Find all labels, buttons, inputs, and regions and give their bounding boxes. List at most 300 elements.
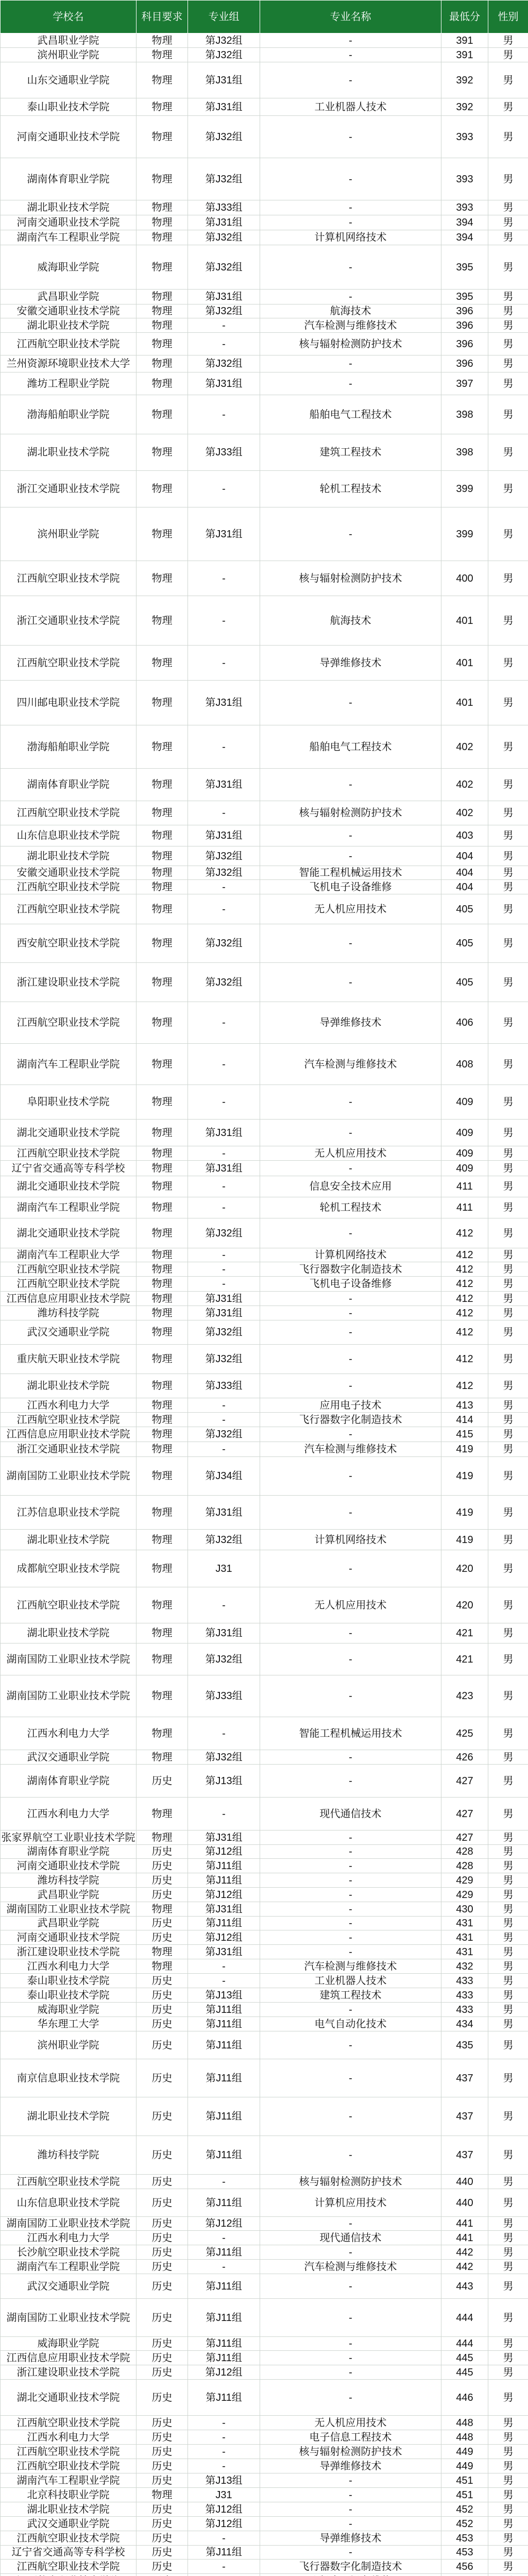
- cell-gender: 男: [488, 2017, 528, 2031]
- cell-school: 江西水利电力大学: [1, 2231, 137, 2245]
- cell-major: -: [260, 1888, 441, 1902]
- cell-group: 第J11组: [188, 2274, 260, 2299]
- cell-major: -: [260, 355, 441, 372]
- cell-subject: 物理: [137, 1176, 188, 1197]
- cell-score: 442: [441, 2260, 488, 2274]
- cell-major: -: [260, 290, 441, 304]
- cell-school: 泰山职业技术学院: [1, 1988, 137, 2003]
- cell-major: 计算机网络技术: [260, 1248, 441, 1262]
- cell-school: 江西水利电力大学: [1, 1959, 137, 1974]
- table-row: [1, 1120, 528, 1146]
- cell-score: 399: [441, 507, 488, 561]
- cell-group: -: [188, 1176, 260, 1197]
- cell-major: -: [260, 158, 441, 200]
- cell-gender: 男: [488, 158, 528, 200]
- cell-gender: 男: [488, 1623, 528, 1643]
- table-row: [1, 1675, 528, 1717]
- table-row: [1, 1765, 528, 1798]
- cell-school: 安徽交通职业技术学院: [1, 866, 137, 880]
- cell-major: 航海技术: [260, 304, 441, 318]
- cell-score: 412: [441, 1292, 488, 1306]
- cell-subject: 物理: [137, 1530, 188, 1550]
- cell-subject: 物理: [137, 1262, 188, 1277]
- cell-school: 江西航空职业技术学院: [1, 2459, 137, 2473]
- cell-group: 第J11组: [188, 2003, 260, 2017]
- cell-gender: 男: [488, 230, 528, 245]
- table-row: [1, 1959, 528, 1974]
- cell-gender: 男: [488, 1320, 528, 1345]
- table-row: [1, 681, 528, 725]
- cell-score: 399: [441, 471, 488, 507]
- cell-major: -: [260, 2097, 441, 2136]
- cell-score: 428: [441, 1859, 488, 1873]
- cell-gender: 男: [488, 2299, 528, 2337]
- cell-subject: 历史: [137, 2274, 188, 2299]
- cell-gender: 男: [488, 1345, 528, 1374]
- table-row: [1, 2097, 528, 2136]
- cell-school: 威海职业学院: [1, 245, 137, 290]
- cell-gender: 男: [488, 1845, 528, 1859]
- cell-subject: 物理: [137, 1902, 188, 1917]
- table-row: [1, 1859, 528, 1873]
- cell-school: 浙江建设职业技术学院: [1, 1945, 137, 1959]
- table-row: [1, 924, 528, 963]
- cell-subject: 物理: [137, 1277, 188, 1292]
- cell-subject: 物理: [137, 1398, 188, 1413]
- cell-group: [188, 2574, 260, 2576]
- cell-group: 第J11组: [188, 2245, 260, 2260]
- cell-score: 445: [441, 2351, 488, 2365]
- cell-subject: 物理: [137, 1457, 188, 1496]
- cell-score: 398: [441, 434, 488, 471]
- cell-school: 河南交通职业技术学院: [1, 215, 137, 230]
- cell-score: 391: [441, 33, 488, 48]
- cell-major: -: [260, 1930, 441, 1945]
- cell-gender: 男: [488, 866, 528, 880]
- cell-subject: 物理: [137, 1623, 188, 1643]
- cell-school: 江西航空职业技术学院: [1, 2416, 137, 2430]
- table-row: [1, 825, 528, 846]
- cell-subject: 物理: [137, 1120, 188, 1146]
- cell-major: 智能工程机械运用技术: [260, 1717, 441, 1750]
- cell-gender: 男: [488, 1248, 528, 1262]
- cell-score: 437: [441, 2097, 488, 2136]
- cell-gender: 男: [488, 2488, 528, 2502]
- cell-subject: 物理: [137, 471, 188, 507]
- cell-major: -: [260, 681, 441, 725]
- cell-gender: 男: [488, 2380, 528, 2416]
- cell-score: 393: [441, 200, 488, 215]
- cell-group: -: [188, 2260, 260, 2274]
- cell-gender: 男: [488, 1120, 528, 1146]
- cell-score: 425: [441, 1717, 488, 1750]
- table-row: [1, 1248, 528, 1262]
- cell-subject: 物理: [137, 318, 188, 333]
- cell-score: 409: [441, 1146, 488, 1161]
- cell-subject: 历史: [137, 2003, 188, 2017]
- cell-score: 412: [441, 1345, 488, 1374]
- cell-score: 423: [441, 1675, 488, 1717]
- table-row: [1, 1413, 528, 1427]
- cell-subject: 物理: [137, 1306, 188, 1320]
- header-major: 专业名称: [260, 1, 441, 33]
- cell-major: -: [260, 372, 441, 395]
- cell-school: 江苏信息职业技术学院: [1, 1496, 137, 1530]
- cell-score: 453: [441, 2546, 488, 2560]
- cell-major: -: [260, 245, 441, 290]
- cell-school: 潍坊科技学院: [1, 1873, 137, 1888]
- cell-score: 448: [441, 2416, 488, 2430]
- cell-school: 湖北交通职业技术学院: [1, 1176, 137, 1197]
- cell-group: -: [188, 1959, 260, 1974]
- cell-school: 湖南汽车工程职业学院: [1, 1044, 137, 1085]
- cell-group: 第J32组: [188, 1530, 260, 1550]
- table-row: [1, 2560, 528, 2574]
- cell-score: 427: [441, 1798, 488, 1831]
- cell-score: 402: [441, 725, 488, 769]
- cell-score: 421: [441, 1623, 488, 1643]
- table-row: [1, 2459, 528, 2473]
- table-row: [1, 963, 528, 1002]
- cell-group: -: [188, 880, 260, 894]
- cell-major: 无人机应用技术: [260, 894, 441, 924]
- cell-gender: 男: [488, 1550, 528, 1587]
- cell-gender: 男: [488, 1427, 528, 1442]
- cell-school: 河南交通职业技术学院: [1, 1859, 137, 1873]
- cell-school: 四川邮电职业技术学院: [1, 681, 137, 725]
- table-row: [1, 2059, 528, 2097]
- cell-group: -: [188, 318, 260, 333]
- cell-gender: 男: [488, 880, 528, 894]
- cell-subject: 物理: [137, 1374, 188, 1398]
- cell-score: 413: [441, 1398, 488, 1413]
- cell-school: 长沙航空职业技术学院: [1, 2245, 137, 2260]
- cell-gender: 男: [488, 2502, 528, 2517]
- cell-gender: 男: [488, 846, 528, 866]
- cell-gender: 男: [488, 1831, 528, 1845]
- table-row: [1, 245, 528, 290]
- cell-subject: 历史: [137, 2351, 188, 2365]
- cell-major: 导弹维修技术: [260, 2531, 441, 2546]
- table-row: [1, 1427, 528, 1442]
- cell-school: 湖北职业技术学院: [1, 846, 137, 866]
- cell-subject: 物理: [137, 434, 188, 471]
- cell-score: 414: [441, 1413, 488, 1427]
- cell-score: 396: [441, 333, 488, 355]
- cell-school: 湖北职业技术学院: [1, 2502, 137, 2517]
- cell-gender: 男: [488, 507, 528, 561]
- cell-school: 浙江交通职业技术学院: [1, 471, 137, 507]
- cell-group: 第J11组: [188, 1917, 260, 1930]
- cell-group: -: [188, 2430, 260, 2445]
- cell-group: 第J11组: [188, 2097, 260, 2136]
- cell-group: 第J31组: [188, 1945, 260, 1959]
- cell-subject: 物理: [137, 1218, 188, 1248]
- cell-major: -: [260, 1496, 441, 1530]
- table-row: [1, 1930, 528, 1945]
- cell-major: 电子信息工程技术: [260, 2430, 441, 2445]
- cell-score: 419: [441, 1457, 488, 1496]
- cell-school: 武汉交通职业学院: [1, 1320, 137, 1345]
- cell-subject: 物理: [137, 33, 188, 48]
- cell-group: 第J11组: [188, 1859, 260, 1873]
- cell-score: 419: [441, 1442, 488, 1457]
- cell-score: 412: [441, 1374, 488, 1398]
- cell-subject: 物理: [137, 1675, 188, 1717]
- cell-subject: 物理: [137, 801, 188, 825]
- cell-gender: 男: [488, 1765, 528, 1798]
- cell-score: 420: [441, 1550, 488, 1587]
- table-row: [1, 894, 528, 924]
- cell-score: 391: [441, 48, 488, 62]
- cell-score: 449: [441, 2445, 488, 2459]
- cell-score: 428: [441, 1845, 488, 1859]
- cell-school: 潍坊科技学院: [1, 1306, 137, 1320]
- cell-gender: 男: [488, 1750, 528, 1765]
- table-row: [1, 1085, 528, 1120]
- cell-score: 442: [441, 2245, 488, 2260]
- cell-gender: 男: [488, 2459, 528, 2473]
- cell-gender: 男: [488, 1218, 528, 1248]
- cell-major: -: [260, 1374, 441, 1398]
- cell-subject: 物理: [137, 681, 188, 725]
- table-row: [1, 2031, 528, 2059]
- cell-gender: 男: [488, 2003, 528, 2017]
- cell-gender: 男: [488, 215, 528, 230]
- cell-subject: 历史: [137, 2560, 188, 2574]
- table-row: [1, 1988, 528, 2003]
- table-row: [1, 2175, 528, 2189]
- cell-gender: 男: [488, 33, 528, 48]
- table-row: [1, 1161, 528, 1176]
- cell-major: 计算机网络技术: [260, 230, 441, 245]
- cell-group: -: [188, 1248, 260, 1262]
- table-row: [1, 1292, 528, 1306]
- cell-school: 威海职业学院: [1, 2337, 137, 2351]
- cell-subject: 历史: [137, 2502, 188, 2517]
- cell-group: 第J32组: [188, 846, 260, 866]
- cell-group: 第J31组: [188, 98, 260, 116]
- table-row: [1, 507, 528, 561]
- cell-group: -: [188, 1044, 260, 1085]
- cell-major: 汽车检测与维修技术: [260, 1442, 441, 1457]
- cell-group: 第J32组: [188, 33, 260, 48]
- cell-group: 第J31组: [188, 681, 260, 725]
- table-row: [1, 1398, 528, 1413]
- table-body: [1, 33, 528, 2576]
- cell-gender: 男: [488, 2217, 528, 2231]
- cell-gender: 男: [488, 1988, 528, 2003]
- table-row: [1, 1873, 528, 1888]
- cell-major: 建筑工程技术: [260, 434, 441, 471]
- cell-group: 第J32组: [188, 963, 260, 1002]
- cell-subject: 历史: [137, 2380, 188, 2416]
- cell-subject: 物理: [137, 1161, 188, 1176]
- cell-school: [1, 2574, 137, 2576]
- table-row: [1, 2445, 528, 2459]
- cell-subject: 物理: [137, 116, 188, 158]
- cell-major: -: [260, 1320, 441, 1345]
- cell-score: 396: [441, 318, 488, 333]
- cell-school: 湖北交通职业技术学院: [1, 1218, 137, 1248]
- cell-gender: 男: [488, 801, 528, 825]
- cell-score: 448: [441, 2430, 488, 2445]
- cell-score: 394: [441, 215, 488, 230]
- cell-school: 江西航空职业技术学院: [1, 333, 137, 355]
- cell-gender: 男: [488, 1974, 528, 1988]
- cell-major: -: [260, 924, 441, 963]
- cell-school: 浙江交通职业技术学院: [1, 596, 137, 646]
- cell-group: 第J11组: [188, 1873, 260, 1888]
- cell-major: -: [260, 1750, 441, 1765]
- cell-major: -: [260, 769, 441, 801]
- table-row: [1, 2380, 528, 2416]
- table-row: [1, 1306, 528, 1320]
- cell-score: 405: [441, 963, 488, 1002]
- cell-gender: 男: [488, 1413, 528, 1427]
- table-row: [1, 2245, 528, 2260]
- cell-school: 华东理工大学: [1, 2017, 137, 2031]
- cell-subject: 物理: [137, 1587, 188, 1623]
- cell-group: 第J12组: [188, 2217, 260, 2231]
- cell-gender: [488, 2574, 528, 2576]
- cell-subject: 物理: [137, 215, 188, 230]
- cell-gender: 男: [488, 1945, 528, 1959]
- cell-school: 湖南汽车工程职业学院: [1, 230, 137, 245]
- cell-gender: 男: [488, 1002, 528, 1044]
- cell-gender: 男: [488, 1306, 528, 1320]
- cell-group: -: [188, 1002, 260, 1044]
- cell-school: 江西航空职业技术学院: [1, 1277, 137, 1292]
- cell-group: -: [188, 1146, 260, 1161]
- cell-school: 湖南汽车工程职业学院: [1, 1197, 137, 1218]
- cell-group: 第J13组: [188, 2473, 260, 2488]
- table-row: [1, 1974, 528, 1988]
- cell-school: 渤海船舶职业学院: [1, 725, 137, 769]
- cell-gender: 男: [488, 1873, 528, 1888]
- cell-subject: 物理: [137, 333, 188, 355]
- cell-group: -: [188, 1717, 260, 1750]
- cell-school: 江西水利电力大学: [1, 2430, 137, 2445]
- cell-gender: 男: [488, 963, 528, 1002]
- cell-school: 威海职业学院: [1, 2003, 137, 2017]
- cell-group: 第J31组: [188, 1902, 260, 1917]
- cell-school: 江西航空职业技术学院: [1, 646, 137, 681]
- cell-subject: 物理: [137, 1717, 188, 1750]
- cell-subject: 物理: [137, 62, 188, 98]
- cell-gender: 男: [488, 561, 528, 596]
- cell-major: 导弹维修技术: [260, 646, 441, 681]
- cell-subject: 历史: [137, 2097, 188, 2136]
- cell-subject: 物理: [137, 290, 188, 304]
- cell-major: -: [260, 2136, 441, 2175]
- cell-group: 第J32组: [188, 158, 260, 200]
- table-row: [1, 1845, 528, 1859]
- cell-subject: 历史: [137, 2260, 188, 2274]
- cell-group: -: [188, 1197, 260, 1218]
- cell-gender: 男: [488, 2337, 528, 2351]
- cell-subject: 物理: [137, 1550, 188, 1587]
- cell-major: -: [260, 1859, 441, 1873]
- cell-group: 第J12组: [188, 2365, 260, 2380]
- cell-group: -: [188, 1398, 260, 1413]
- cell-subject: 物理: [137, 866, 188, 880]
- cell-group: -: [188, 2231, 260, 2245]
- cell-subject: 历史: [137, 2416, 188, 2430]
- cell-major: 计算机网络技术: [260, 1530, 441, 1550]
- cell-score: 394: [441, 230, 488, 245]
- cell-subject: 历史: [137, 2031, 188, 2059]
- cell-score: 412: [441, 1320, 488, 1345]
- cell-school: 江西航空职业技术学院: [1, 1146, 137, 1161]
- cell-subject: 物理: [137, 372, 188, 395]
- table-row: [1, 98, 528, 116]
- cell-score: 451: [441, 2473, 488, 2488]
- cell-subject: 历史: [137, 2445, 188, 2459]
- cell-major: 汽车检测与维修技术: [260, 318, 441, 333]
- cell-gender: 男: [488, 2473, 528, 2488]
- table-row: [1, 1197, 528, 1218]
- cell-major: 工业机器人技术: [260, 98, 441, 116]
- cell-group: 第J32组: [188, 924, 260, 963]
- cell-group: -: [188, 2175, 260, 2189]
- cell-school: 浙江建设职业技术学院: [1, 963, 137, 1002]
- cell-group: -: [188, 1262, 260, 1277]
- cell-gender: 男: [488, 1161, 528, 1176]
- cell-major: 应用电子技术: [260, 1398, 441, 1413]
- cell-gender: 男: [488, 1044, 528, 1085]
- cell-subject: [137, 2574, 188, 2576]
- cell-gender: 男: [488, 894, 528, 924]
- cell-subject: 历史: [137, 1859, 188, 1873]
- cell-subject: 历史: [137, 2017, 188, 2031]
- cell-major: 建筑工程技术: [260, 1988, 441, 2003]
- cell-gender: 男: [488, 1930, 528, 1945]
- table-row: [1, 1496, 528, 1530]
- cell-school: 江西航空职业技术学院: [1, 2531, 137, 2546]
- cell-score: 396: [441, 304, 488, 318]
- table-row: [1, 158, 528, 200]
- cell-school: 重庆航天职业技术学院: [1, 1345, 137, 1374]
- cell-major: -: [260, 48, 441, 62]
- cell-subject: 历史: [137, 2459, 188, 2473]
- cell-major: -: [260, 116, 441, 158]
- cell-school: 江西航空职业技术学院: [1, 561, 137, 596]
- cell-gender: 男: [488, 116, 528, 158]
- cell-major: 核与辐射检测防护技术: [260, 2445, 441, 2459]
- cell-score: 440: [441, 2189, 488, 2217]
- cell-score: 433: [441, 1988, 488, 2003]
- cell-school: 江西航空职业技术学院: [1, 894, 137, 924]
- cell-group: 第J12组: [188, 2502, 260, 2517]
- cell-group: -: [188, 1085, 260, 1120]
- cell-subject: 物理: [137, 304, 188, 318]
- cell-subject: 物理: [137, 1413, 188, 1427]
- cell-school: 湖北职业技术学院: [1, 1530, 137, 1550]
- cell-major: -: [260, 1292, 441, 1306]
- table-row: [1, 846, 528, 866]
- cell-subject: 物理: [137, 1345, 188, 1374]
- table-row: [1, 372, 528, 395]
- cell-school: 河南交通职业技术学院: [1, 1930, 137, 1945]
- header-gender: 性别: [488, 1, 528, 33]
- cell-major: -: [260, 1120, 441, 1146]
- cell-group: 第J12组: [188, 1845, 260, 1859]
- cell-score: 449: [441, 2459, 488, 2473]
- cell-group: -: [188, 333, 260, 355]
- cell-major: -: [260, 1085, 441, 1120]
- cell-major: -: [260, 1457, 441, 1496]
